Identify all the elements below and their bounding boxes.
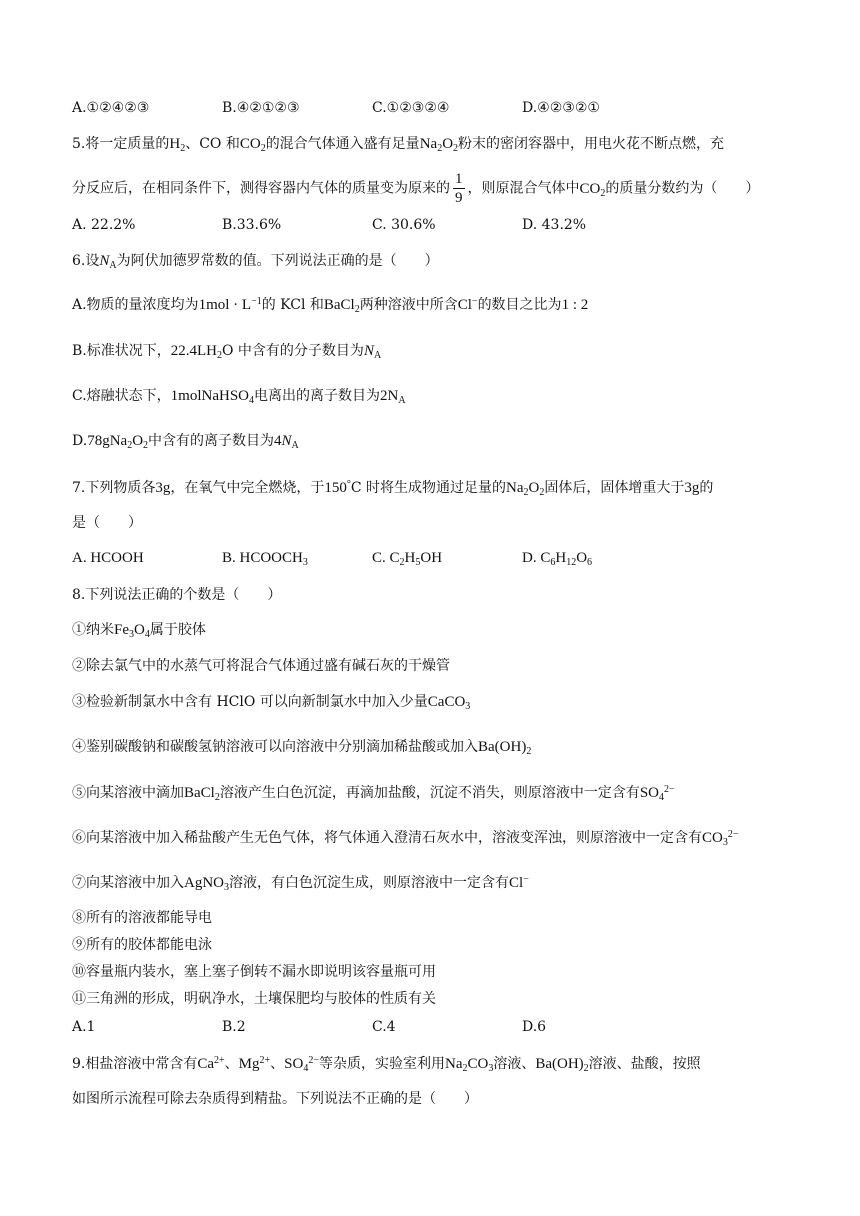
q8-item-10: ⑩容量瓶内装水，塞上塞子倒转不漏水即说明该容量瓶可用 [72,964,436,980]
q8-item-1: ①纳米$Fe_3O_4$属于胶体 [72,622,206,640]
q8-stem: 8.下列说法正确的个数是（ ） [72,587,282,603]
q6-option-d: $D.78gNa_2O_2$中含有的离子数目为$4N_A$ [72,433,299,451]
q8-option-d: D.6 [522,1019,547,1035]
q9-stem-line1: 9.相盐溶液中常含有$Ca^{2+}$、$Mg^{2+}$、$SO_4^{2-}$等杂质，实验室利用$Na_2CO_3$溶液、$Ba(OH)_2$溶液、盐酸，按照 [72,1055,701,1074]
q4-option-c: C.①②③②④ [372,100,450,116]
q8-item-7: ⑦向某溶液中加入AgNO$_3$溶液，有白色沉淀生成，则原溶液中一定含有Cl− [72,874,529,893]
q5-option-a: A. 22.2% [72,217,136,233]
q5-stem-line2: 分反应后，在相同条件下，测得容器内气体的质量变为原来的 $\frac{1}{9}$ ，则原混合气体中$CO_2$的质量分数约为（ ） [72,171,760,206]
q8-item-8: ⑧所有的溶液都能导电 [72,910,212,926]
q6-option-c: C.熔融状态下，1molNaHSO$_4$电离出的离子数目为$2N_A$ [72,388,406,406]
q8-item-9: ⑨所有的胶体都能电泳 [72,937,212,953]
q5-option-d: D. 43.2% [522,217,587,233]
q7-stem-line2: 是（ ） [72,515,142,531]
q7-stem-line1: 7.下列物质各3g，在氧气中完全燃烧，于150°C 时将生成物通过足量的$Na_2O_2$固体后，固体增重大于3g的 [72,479,714,498]
q7-option-d: D. $C_6H_{12}O_6$ [522,550,593,568]
q7-option-a: A. HCOOH [72,550,144,566]
q8-item-6: ⑥向某溶液中加入稀盐酸产生无色气体，将气体通入澄清石灰水中，溶液变浑浊，则原溶液中一定含有$CO_3^{2-}$ [72,829,739,848]
q4-option-a: A.①②④②③ [72,100,150,116]
q6-option-b: B.标准状况下，$22.4LH_2O$ 中含有的分子数目为$N_A$ [72,343,382,361]
q5-fraction: $\frac{1}{9}$ [455,171,463,206]
q7-option-c: C. $C_2H_5OH$ [372,550,443,568]
q8-item-4: ④鉴别碳酸钠和碳酸氢钠溶液可以向溶液中分别滴加稀盐酸或加入$Ba(OH)_2$ [72,739,532,757]
q5-stem-line1: 5.将一定质量的$H_2$、CO 和$CO_2$的混合气体通入盛有足量$Na_2O_2$粉末的密闭容器中，用电火花不断点燃，充 [72,136,725,154]
q8-item-5: ⑤向某溶液中滴加BaCl$_2$溶液产生白色沉淀，再滴加盐酸，沉淀不消失，则原溶液中一定含有$SO_4^{2-}$ [72,784,675,803]
q5-option-b: B.33.6% [222,217,282,233]
q8-option-a: A.1 [72,1019,96,1035]
q6-option-a: A.物质的量浓度均为$1mol \cdot L^{-1}$的 KCl 和BaCl$_2$两种溶液中所含Cl−的数目之比为1 : 2 [72,296,589,315]
q8-option-b: B.2 [222,1019,246,1035]
q4-option-d: D.④②③②① [522,100,600,116]
q4-option-b: B.④②①②③ [222,100,300,116]
q5-option-c: C. 30.6% [372,217,436,233]
q6-stem: 6.设$N_A$为阿伏加德罗常数的值。下列说法正确的是（ ） [72,253,439,271]
q8-item-3: ③检验新制氯水中含有 HClO 可以向新制氯水中加入少量CaCO$_3$ [72,694,471,712]
q8-item-11: ⑪三角洲的形成，明矾净水，土壤保肥均与胶体的性质有关 [72,991,436,1007]
q8-item-2: ②除去氯气中的水蒸气可将混合气体通过盛有碱石灰的干燥管 [72,658,450,674]
q7-option-b: B. $HCOOCH_3$ [222,550,308,568]
q9-stem-line2: 如图所示流程可除去杂质得到精盐。下列说法不正确的是（ ） [72,1091,478,1107]
q8-option-c: C.4 [372,1019,396,1035]
